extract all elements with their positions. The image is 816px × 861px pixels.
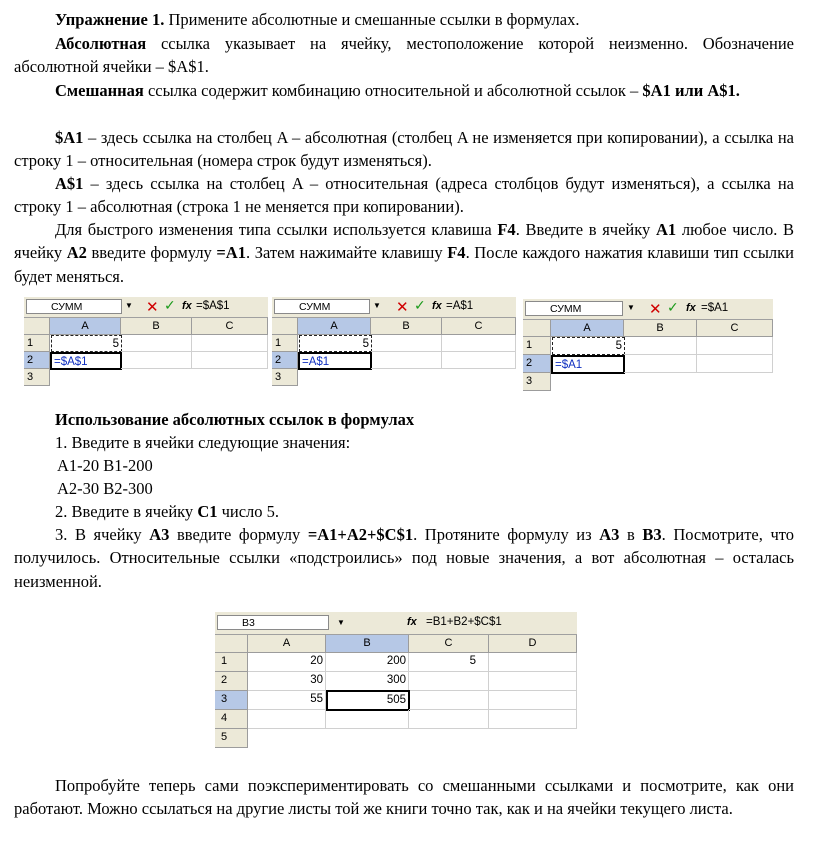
absolute-ref-paragraph: Абсолютная ссылка указывает на ячейку, местоположение которой неизменно. Обозначение абсолютной ячейки – $A$1. (14, 34, 794, 77)
select-all-corner (523, 320, 551, 337)
formula-bar (215, 612, 577, 635)
cell-d1[interactable] (489, 653, 577, 672)
cell-c1[interactable] (697, 337, 773, 355)
mixed-ref-paragraph: Смешанная ссылка содержит комбинацию относительной и абсолютной ссылок – $A1 или A$1. (55, 81, 740, 100)
cell-b3[interactable]: 505 (326, 690, 410, 711)
cancel-icon: ✕ (649, 300, 662, 318)
name-box: СУММ (525, 301, 623, 316)
col-header: A (298, 318, 371, 335)
formula-text: =B1+B2+$C$1 (426, 616, 502, 628)
cell-c1[interactable] (192, 335, 268, 352)
col-header: A (50, 318, 121, 335)
col-header: D (489, 635, 577, 653)
fx-icon: fx (686, 302, 696, 314)
row-absolute-paragraph: A$1 – здесь ссылка на столбец A – относительная (адреса столбцов будут изменяться), а ссылка на строку 1 – абсолютная (строка 1 не меняется при копировании). (14, 174, 794, 217)
cell-c2[interactable] (409, 672, 489, 691)
cell-c4[interactable] (409, 710, 489, 729)
cell-b4[interactable] (326, 710, 409, 729)
cell-c1[interactable] (442, 335, 516, 352)
fx-icon: fx (182, 300, 192, 312)
step-2: 2. Введите в ячейку C1 число 5. (55, 502, 280, 521)
chevron-down-icon: ▼ (125, 301, 133, 310)
col-header: C (409, 635, 489, 653)
row-header: 3 (272, 369, 298, 386)
name-box: B3 (217, 615, 329, 630)
col-header: C (697, 320, 773, 337)
step-1: 1. Введите в ячейки следующие значения: (55, 433, 351, 452)
cell-c2[interactable] (192, 352, 268, 369)
col-header: B (624, 320, 697, 337)
col-header: A (551, 320, 624, 337)
col-header: A (248, 635, 326, 653)
f4-paragraph: Для быстрого изменения типа ссылки используется клавиша F4. Введите в ячейку A1 любое число. В ячейку A2 введите формулу =A1. Затем нажимайте клавишу F4. После каждого нажатия клавиши тип ссылки будет меняться. (14, 220, 795, 286)
excel-screenshot-1 (24, 297, 268, 391)
select-all-corner (215, 635, 248, 653)
cell-a1[interactable]: 5 (299, 335, 372, 352)
name-box: СУММ (26, 299, 122, 314)
formula-bar (24, 297, 268, 318)
mixed-term: Смешанная (55, 81, 144, 100)
cancel-icon: ✕ (146, 298, 159, 316)
section-title: Использование абсолютных ссылок в формулах (55, 410, 415, 429)
cell-c1[interactable]: 5 (409, 653, 489, 672)
chevron-down-icon: ▼ (337, 618, 345, 627)
excel-screenshot-2 (272, 297, 516, 391)
chevron-down-icon: ▼ (627, 303, 635, 312)
fx-icon: fx (407, 616, 417, 628)
step-3: 3. В ячейку A3 введите формулу =A1+A2+$C$1. Протяните формулу из A3 в B3. Посмотрите, что получилось. Относительные ссылки «подстроились» под новые значения, а вот абсолютная – осталась неизменной. (14, 525, 794, 591)
row-header: 1 (24, 335, 50, 352)
grid (272, 318, 516, 391)
cell-a1[interactable]: 20 (248, 653, 326, 672)
formula-bar (523, 299, 773, 320)
chevron-down-icon: ▼ (373, 301, 381, 310)
cell-a2[interactable]: =$A$1 (50, 352, 122, 370)
cell-b2[interactable] (121, 352, 192, 369)
row-header: 5 (215, 729, 248, 748)
confirm-icon: ✓ (667, 300, 679, 316)
cell-b2[interactable]: 300 (326, 672, 409, 691)
select-all-corner (272, 318, 298, 335)
cell-d2[interactable] (489, 672, 577, 691)
excel-screenshot-3 (523, 299, 773, 391)
cell-c2[interactable] (697, 355, 773, 373)
values-line-1: A1-20 B1-200 (57, 456, 153, 475)
col-header: C (192, 318, 268, 335)
confirm-icon: ✓ (164, 298, 176, 314)
cell-c3[interactable] (409, 691, 489, 710)
formula-text: =$A$1 (196, 300, 230, 312)
exercise-label: Упражнение 1. (55, 10, 165, 29)
absolute-term: Абсолютная (55, 34, 147, 53)
row-header: 2 (523, 355, 551, 373)
select-all-corner (24, 318, 50, 335)
col-absolute-paragraph: $A1 – здесь ссылка на столбец A – абсолютная (столбец A не изменяется при копировании), а ссылка на строку 1 – относительная (номера строк будут изменяться). (14, 128, 794, 171)
cancel-icon: ✕ (396, 298, 409, 316)
cell-c2[interactable] (442, 352, 516, 369)
row-header: 2 (24, 352, 50, 369)
cell-a1[interactable]: 5 (552, 337, 625, 355)
cell-a3[interactable]: 55 (248, 691, 326, 710)
excel-screenshot-4 (215, 612, 577, 752)
cell-d3[interactable] (489, 691, 577, 710)
grid (215, 635, 577, 752)
cell-a1[interactable]: 5 (51, 335, 122, 352)
values-line-2: A2-30 B2-300 (57, 479, 153, 498)
name-box: СУММ (274, 299, 370, 314)
formula-text: =A$1 (446, 300, 474, 312)
row-header: 2 (272, 352, 298, 369)
col-header: B (121, 318, 192, 335)
grid (523, 320, 773, 391)
exercise-title: Упражнение 1. Примените абсолютные и смешанные ссылки в формулах. (55, 10, 580, 29)
cell-b2[interactable] (624, 355, 697, 373)
row-header: 1 (215, 653, 248, 672)
cell-a2[interactable]: =A$1 (298, 352, 372, 370)
cell-b1[interactable] (121, 335, 192, 352)
col-header: B (326, 635, 409, 653)
cell-b2[interactable] (371, 352, 442, 369)
confirm-icon: ✓ (414, 298, 426, 314)
row-header: 1 (272, 335, 298, 352)
grid (24, 318, 268, 391)
cell-d4[interactable] (489, 710, 577, 729)
cell-b1[interactable] (624, 337, 697, 355)
cell-a2[interactable]: 30 (248, 672, 326, 691)
formula-text: =$A1 (701, 302, 729, 314)
cell-b1[interactable]: 200 (326, 653, 409, 672)
formula-bar (272, 297, 516, 318)
row-header: 1 (523, 337, 551, 355)
row-header: 3 (523, 373, 551, 391)
col-header: C (442, 318, 516, 335)
cell-a4[interactable] (248, 710, 326, 729)
row-header: 2 (215, 672, 248, 691)
cell-a2[interactable]: =$A1 (551, 355, 625, 374)
col-header: B (371, 318, 442, 335)
fx-icon: fx (432, 300, 442, 312)
final-paragraph: Попробуйте теперь сами поэкспериментировать со смешанными ссылками и посмотрите, как они работают. Можно ссылаться на другие листы той же книги точно так, как и на ячейки текущего листа. (14, 776, 794, 819)
row-header: 4 (215, 710, 248, 729)
row-header: 3 (215, 691, 248, 710)
row-header: 3 (24, 369, 50, 386)
cell-b1[interactable] (371, 335, 442, 352)
